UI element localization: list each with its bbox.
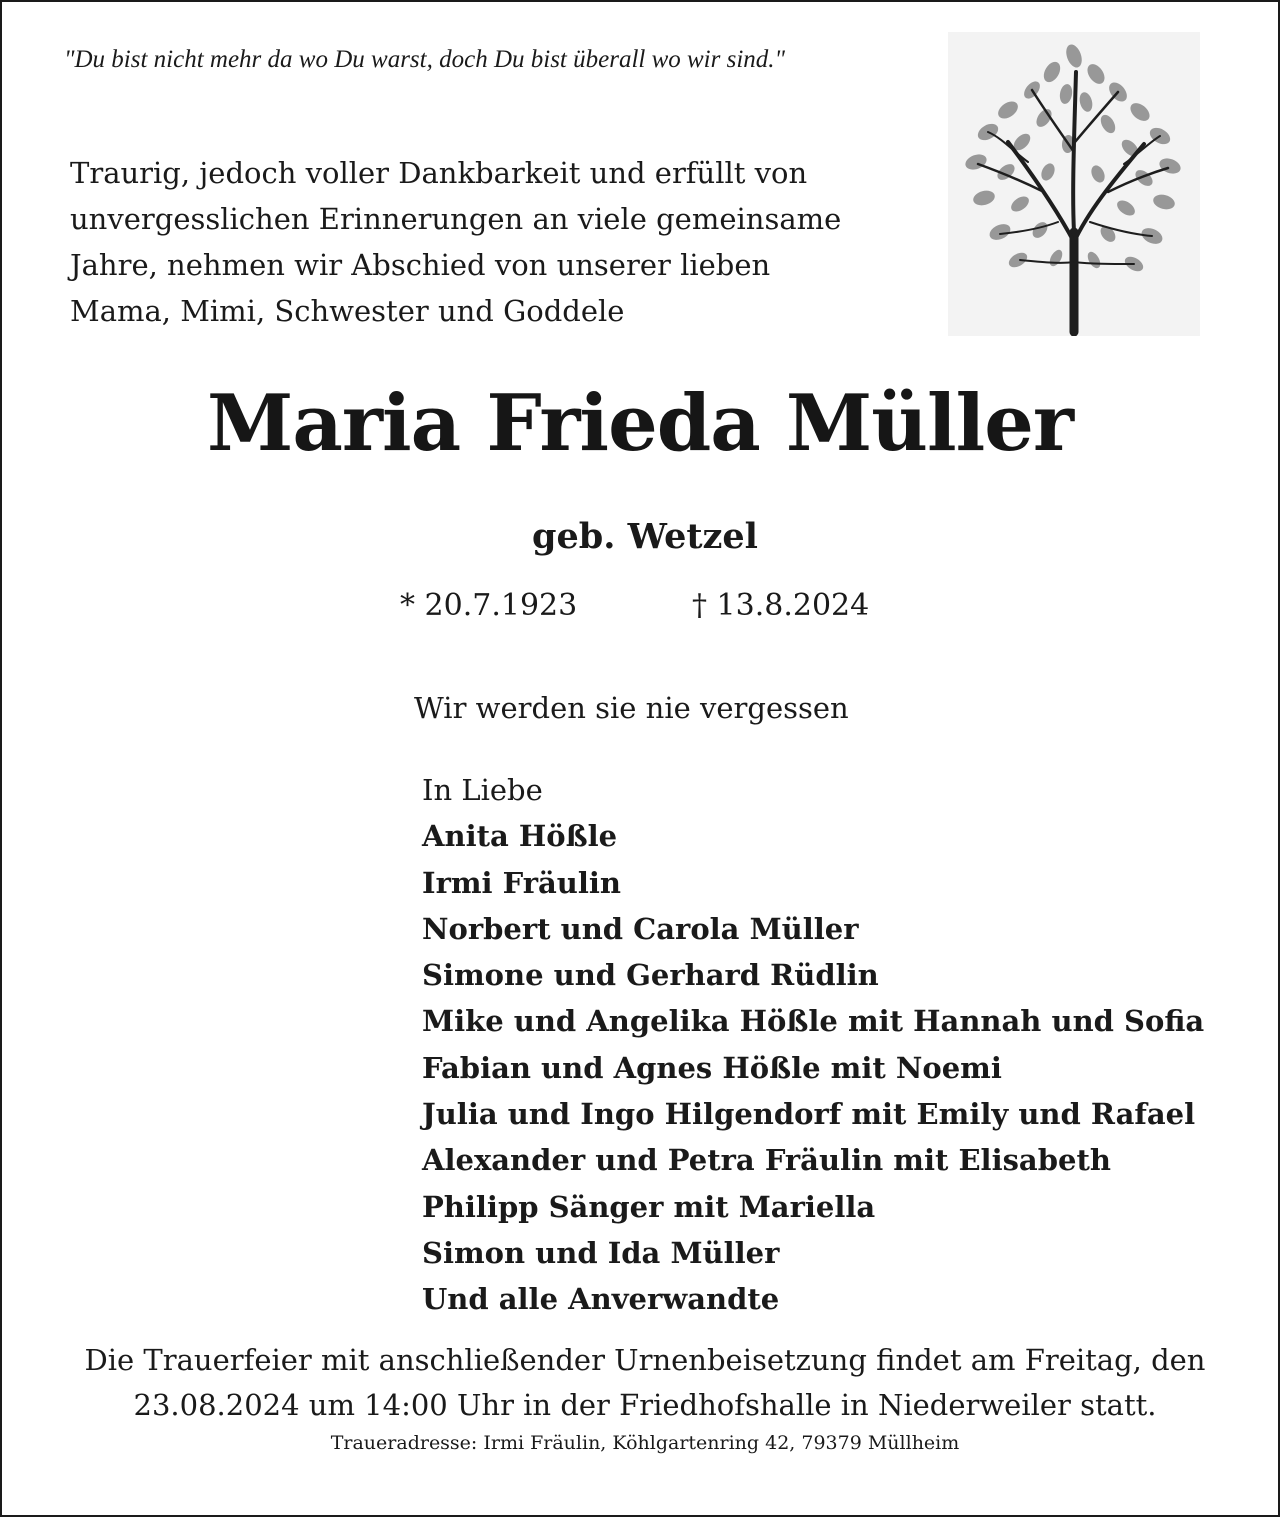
mourner-name: Irmi Fräulin [422, 865, 621, 900]
tree-icon [948, 32, 1200, 336]
intro-line: Mama, Mimi, Schwester und Goddele [70, 294, 625, 328]
quote: "Du bist nicht mehr da wo Du warst, doch Du bist überall wo wir sind." [64, 46, 786, 73]
remembrance-line: Wir werden sie nie vergessen [414, 691, 849, 725]
mourner-name: Simone und Gerhard Rüdlin [422, 958, 879, 993]
mourner-name: Julia und Ingo Hilgendorf mit Emily und Rafael [422, 1097, 1196, 1132]
mourner-name: Und alle Anverwandte [422, 1282, 780, 1317]
intro-text [70, 150, 890, 334]
intro-line: Traurig, jedoch voller Dankbarkeit und erfüllt von [70, 156, 808, 190]
intro-line: Jahre, nehmen wir Abschied von unserer lieben [70, 248, 771, 282]
mourning-address: Traueradresse: Irmi Fräulin, Köhlgartenring 42, 79379 Müllheim [330, 1432, 960, 1454]
mourner-name: Anita Hößle [422, 819, 618, 854]
maiden-name: geb. Wetzel [532, 516, 758, 557]
service-line: 23.08.2024 um 14:00 Uhr in der Friedhofshalle in Niederweiler statt. [133, 1388, 1157, 1422]
mourner-name: Mike und Angelika Hößle mit Hannah und Sofia [422, 1004, 1205, 1039]
service-info [2, 1338, 1280, 1428]
tree-drawing [948, 32, 1200, 336]
mourner-name: Norbert und Carola Müller [422, 911, 859, 946]
mourner-name: Simon und Ida Müller [422, 1235, 780, 1270]
service-line: Die Trauerfeier mit anschließender Urnenbeisetzung findet am Freitag, den [84, 1343, 1206, 1377]
death-date: † 13.8.2024 [692, 588, 870, 623]
deceased-name: Maria Frieda Müller [207, 378, 1073, 469]
mourners-list [422, 767, 1242, 1323]
mourner-name: Alexander und Petra Fräulin mit Elisabeth [422, 1143, 1111, 1178]
mourner-name: Fabian und Agnes Hößle mit Noemi [422, 1050, 1002, 1085]
birth-date: * 20.7.1923 [400, 588, 578, 623]
intro-line: unvergesslichen Erinnerungen an viele gemeinsame [70, 202, 842, 236]
mourner-name: Philipp Sänger mit Mariella [422, 1189, 876, 1224]
mourners-lead: In Liebe [422, 773, 543, 807]
